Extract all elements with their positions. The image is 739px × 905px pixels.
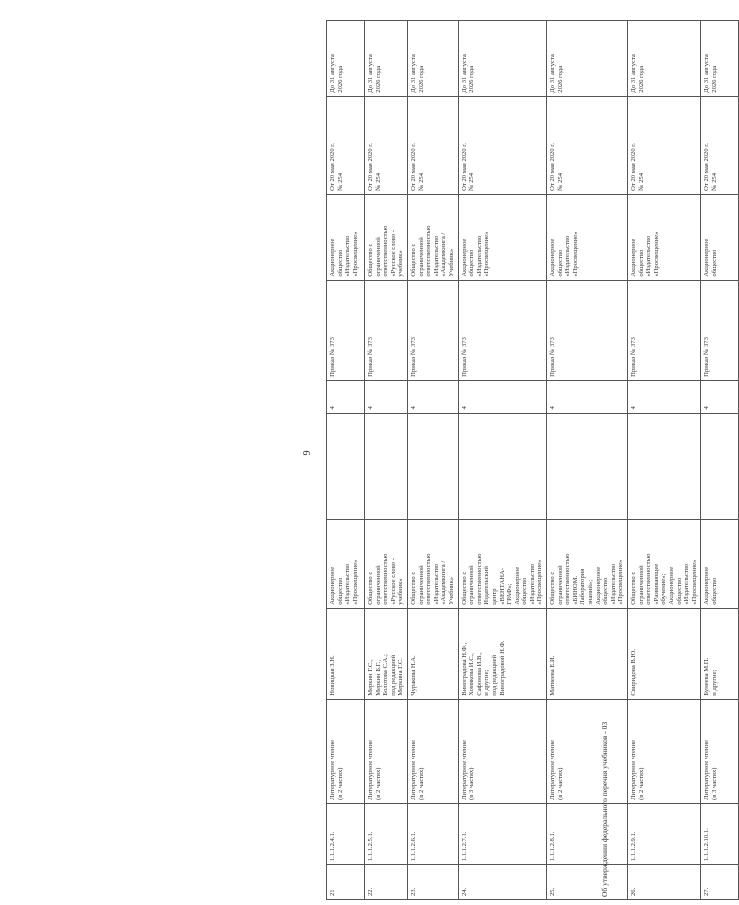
order-reference: Приказ № 373: [458, 280, 547, 380]
valid-until: До 31 августа 2026 года: [407, 21, 458, 97]
empty-cell: [547, 413, 628, 519]
table-row: [365, 21, 408, 900]
valid-until: До 31 августа 2026 года: [458, 21, 547, 97]
row-code: 1.1.1.2.8.1.: [547, 803, 628, 864]
book-publisher: Акционерное общество «Издательство «Просвещение»: [327, 519, 365, 608]
rights-holder: Акционерное общество «Издательство «Просвещение»: [547, 194, 628, 280]
order-date: От 20 мая 2020 г. № 254: [327, 96, 365, 194]
grade-level: 4: [327, 380, 365, 413]
table-row: [407, 21, 458, 900]
valid-until: До 31 августа 2026 года: [327, 21, 365, 97]
row-number: 21: [327, 865, 365, 900]
row-number: 25.: [547, 865, 628, 900]
rights-holder: Акционерное общество «Издательство «Просвещение»: [458, 194, 547, 280]
book-publisher: Общество с ограниченной ответственностью «Издательство «Академкнига / Учебник»: [407, 519, 458, 608]
order-reference: Приказ № 373: [547, 280, 628, 380]
row-code: 1.1.1.2.7.1.: [458, 803, 547, 864]
row-number: 23.: [407, 865, 458, 900]
table-row: [327, 21, 365, 900]
book-publisher: Акционерное общество: [701, 519, 739, 608]
textbook-table: [326, 20, 739, 900]
book-title: Литературное чтение (в 3 частях): [458, 699, 547, 803]
order-date: От 20 мая 2020 г. № 254: [701, 96, 739, 194]
order-date: От 20 мая 2020 г. № 254: [365, 96, 408, 194]
valid-until: До 31 августа 2026 года: [547, 21, 628, 97]
table-row: [701, 21, 739, 900]
empty-cell: [327, 413, 365, 519]
order-reference: Приказ № 373: [407, 280, 458, 380]
order-date: От 20 мая 2020 г. № 254: [458, 96, 547, 194]
book-authors: Виноградова Н.Ф., Хомякова И.С., Сафонова И.В., и другие; под редакцией Виноградовой Н.Ф.: [458, 608, 547, 699]
row-number: 27.: [701, 865, 739, 900]
valid-until: До 31 августа 2026 года: [628, 21, 701, 97]
book-authors: Свиридова В.Ю.: [628, 608, 701, 699]
row-code: 1.1.1.2.5.1.: [365, 803, 408, 864]
table-body: [327, 21, 739, 900]
book-title: Литературное чтение (в 3 частях): [701, 699, 739, 803]
rights-holder: Акционерное общество: [701, 194, 739, 280]
book-title: Литературное чтение (в 2 частях): [365, 699, 408, 803]
empty-cell: [701, 413, 739, 519]
empty-cell: [365, 413, 408, 519]
row-code: 1.1.1.2.9.1.: [628, 803, 701, 864]
book-authors: Меркин Г.С., Меркин Б.Г., Болотова С.А.; под редакцией Меркина Г.С.: [365, 608, 408, 699]
grade-level: 4: [547, 380, 628, 413]
order-date: От 20 мая 2020 г. № 254: [547, 96, 628, 194]
rights-holder: Общество с ограниченной ответственностью «Русское слово - учебник»: [365, 194, 408, 280]
grade-level: 4: [407, 380, 458, 413]
order-reference: Приказ № 373: [327, 280, 365, 380]
grade-level: 4: [628, 380, 701, 413]
book-publisher: Общество с ограниченной ответственностью «Русское слово - учебник»: [365, 519, 408, 608]
book-authors: Чуракова Н.А.: [407, 608, 458, 699]
row-code: 1.1.1.2.10.1.: [701, 803, 739, 864]
order-reference: Приказ № 373: [628, 280, 701, 380]
table-row: [628, 21, 701, 900]
footer-text: Об утверждении федерального перечня учебников - 03: [600, 721, 609, 897]
order-date: От 20 мая 2020 г. № 254: [628, 96, 701, 194]
empty-cell: [628, 413, 701, 519]
row-number: 26.: [628, 865, 701, 900]
empty-cell: [458, 413, 547, 519]
book-publisher: Общество с ограниченной ответственностью «Развивающее обучение»; Акционерное общество «Издательство «Просвещение»: [628, 519, 701, 608]
order-reference: Приказ № 373: [701, 280, 739, 380]
empty-cell: [407, 413, 458, 519]
table-row: [458, 21, 547, 900]
page-number: 9: [302, 450, 313, 456]
book-publisher: Общество с ограниченной ответственностью «БИНОМ. Лаборатория знаний»; Акционерное общество «Издательство «Просвещение»: [547, 519, 628, 608]
grade-level: 4: [701, 380, 739, 413]
row-number: 22.: [365, 865, 408, 900]
order-date: От 20 мая 2020 г. № 254: [407, 96, 458, 194]
book-authors: Новицкая З.Н.: [327, 608, 365, 699]
table-row: [547, 21, 628, 900]
valid-until: До 31 августа 2026 года: [701, 21, 739, 97]
row-code: 1.1.1.2.6.1.: [407, 803, 458, 864]
rights-holder: Общество с ограниченной ответственностью «Издательство «Академкнига / Учебник»: [407, 194, 458, 280]
book-authors: Бунеева М.П. и другие;: [701, 608, 739, 699]
rights-holder: Акционерное общество «Издательство «Просвещение»: [628, 194, 701, 280]
order-reference: Приказ № 373: [365, 280, 408, 380]
rights-holder: Акционерное общество «Издательство «Просвещение»: [327, 194, 365, 280]
book-title: Литературное чтение (в 2 частях): [407, 699, 458, 803]
book-title: Литературное чтение (в 2 частях): [628, 699, 701, 803]
row-code: 1.1.1.2.4.1.: [327, 803, 365, 864]
grade-level: 4: [458, 380, 547, 413]
book-title: Литературное чтение (в 2 частях): [327, 699, 365, 803]
grade-level: 4: [365, 380, 408, 413]
row-number: 24.: [458, 865, 547, 900]
book-authors: Матвеева Е.И.: [547, 608, 628, 699]
valid-until: До 31 августа 2026 года: [365, 21, 408, 97]
book-title: Литературное чтение (в 2 частях): [547, 699, 628, 803]
book-publisher: Общество с ограниченной ответственностью Издательский центр «ВЕНТАНА- ГРАФ»; Акционерное общество «Издательство «Просвещение»: [458, 519, 547, 608]
